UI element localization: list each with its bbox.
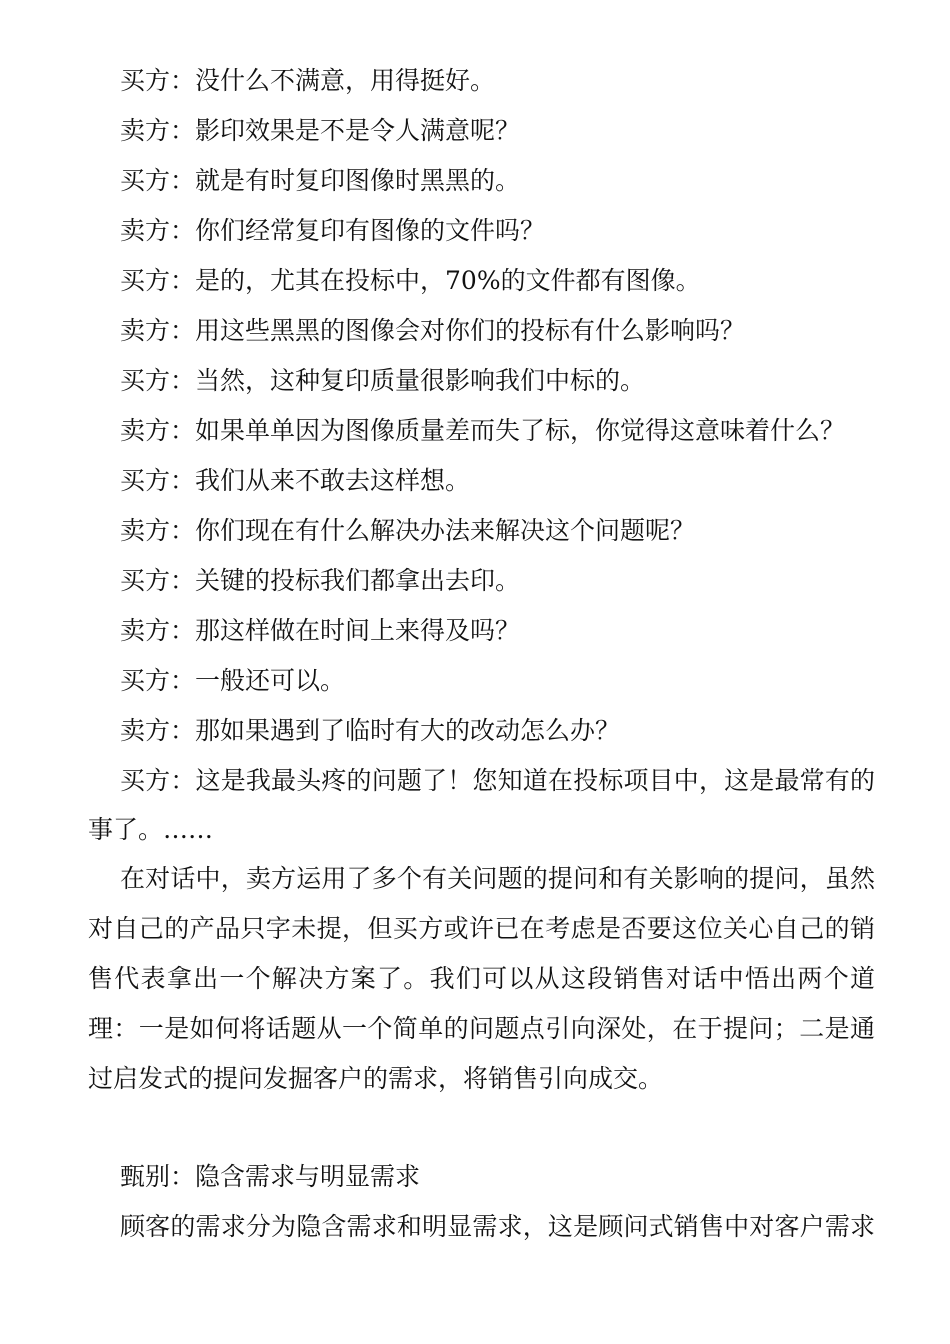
dialogue-line: 买方：是的，尤其在投标中，70%的文件都有图像。 <box>120 266 701 295</box>
analysis-paragraph-line: 过启发式的提问发掘客户的需求，将销售引向成交。 <box>88 1064 664 1093</box>
dialogue-line: 卖方：用这些黑黑的图像会对你们的投标有什么影响吗？ <box>120 316 746 345</box>
dialogue-line: 卖方：你们经常复印有图像的文件吗？ <box>120 216 546 245</box>
dialogue-line: 卖方：你们现在有什么解决办法来解决这个问题呢？ <box>120 516 696 545</box>
dialogue-line: 卖方：如果单单因为图像质量差而失了标，你觉得这意味着什么？ <box>120 416 846 445</box>
section-paragraph-line: 顾客的需求分为隐含需求和明显需求，这是顾问式销售中对客户需求 <box>120 1212 875 1241</box>
analysis-paragraph-line: 对自己的产品只字未提，但买方或许已在考虑是否要这位关心自己的销 <box>88 914 875 943</box>
section-heading: 甄别：隐含需求与明显需求 <box>120 1162 421 1191</box>
analysis-paragraph-line: 理：一是如何将话题从一个简单的问题点引向深处，在于提问；二是通 <box>88 1014 875 1043</box>
dialogue-line: 买方：没什么不满意，用得挺好。 <box>120 66 496 95</box>
dialogue-line-continuation: 事了。…… <box>88 815 214 844</box>
dialogue-line: 卖方：影印效果是不是令人满意呢？ <box>120 116 521 145</box>
dialogue-line: 卖方：那这样做在时间上来得及吗？ <box>120 616 521 645</box>
dialogue-line: 买方：关键的投标我们都拿出去印。 <box>120 566 521 595</box>
analysis-paragraph-line: 售代表拿出一个解决方案了。我们可以从这段销售对话中悟出两个道 <box>88 964 875 993</box>
dialogue-line: 卖方：那如果遇到了临时有大的改动怎么办？ <box>120 716 621 745</box>
dialogue-line: 买方：就是有时复印图像时黑黑的。 <box>120 166 521 195</box>
dialogue-line: 买方：一般还可以。 <box>120 666 346 695</box>
analysis-paragraph-line: 在对话中，卖方运用了多个有关问题的提问和有关影响的提问，虽然 <box>120 864 875 893</box>
dialogue-line: 买方：我们从来不敢去这样想。 <box>120 466 471 495</box>
dialogue-line-last: 买方：这是我最头疼的问题了！您知道在投标项目中，这是最常有的 <box>120 766 875 795</box>
dialogue-line: 买方：当然，这种复印质量很影响我们中标的。 <box>120 366 646 395</box>
